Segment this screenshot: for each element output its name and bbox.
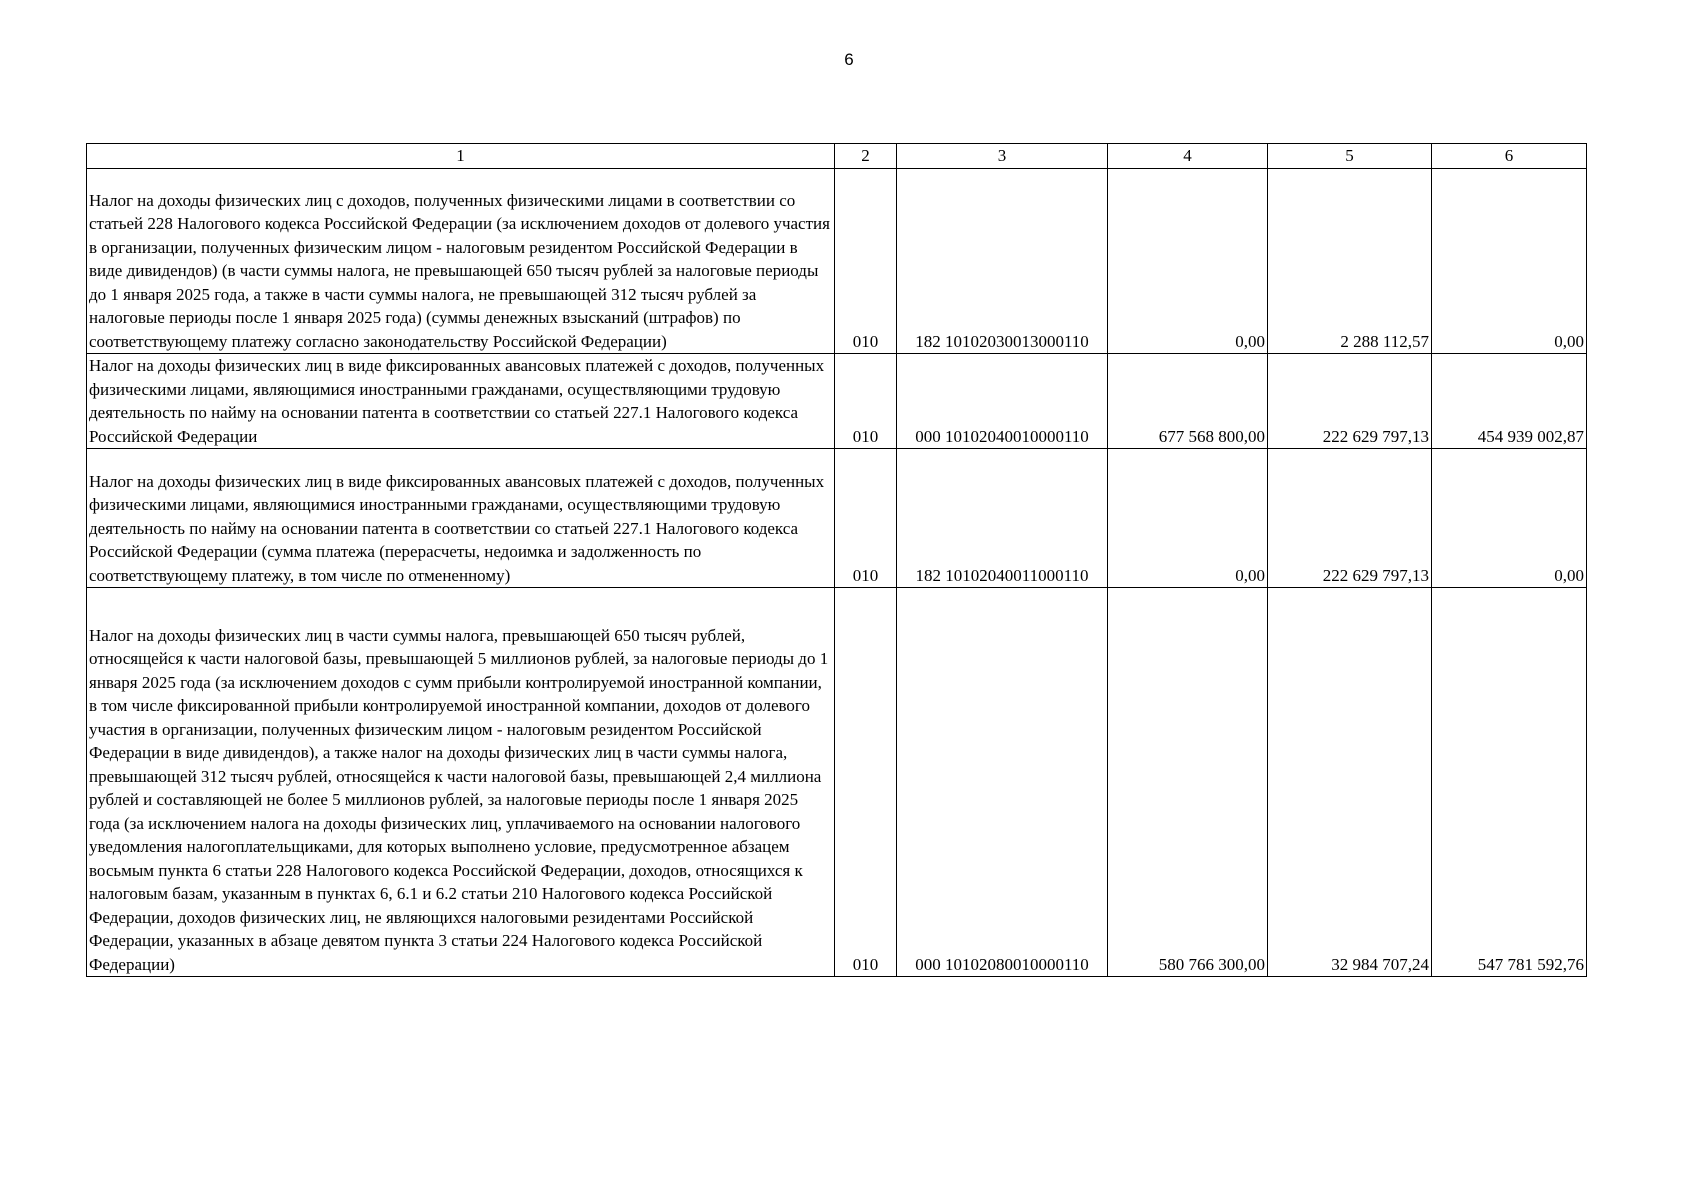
kbk-code-cell: 182 10102030013000110 (897, 169, 1108, 354)
unexecuted-amount-cell: 547 781 592,76 (1432, 588, 1587, 977)
line-code-cell: 010 (835, 449, 897, 588)
table-row (87, 169, 1587, 354)
kbk-code-cell: 000 10102080010000110 (897, 588, 1108, 977)
line-code-cell: 010 (835, 354, 897, 449)
approved-amount-cell: 580 766 300,00 (1108, 588, 1268, 977)
table-row (87, 449, 1587, 588)
approved-amount-cell: 677 568 800,00 (1108, 354, 1268, 449)
row-name: Налог на доходы физических лиц в виде фиксированных авансовых платежей с доходов, полученных физическими лицами, являющимися иностранными гражданами, осуществляющими трудовую деятельность по найму на основании патента в соответствии со статьей 227.1 Налогового кодекса Российской Федерации (89, 356, 825, 446)
row-name: Налог на доходы физических лиц в части суммы налога, превышающей 650 тысяч рублей, относящейся к части налоговой базы, превышающей 5 миллионов рублей, за налоговые периоды до 1 января 2025 года (за исключением доходов с сумм прибыли контролируемой иностранной компании, в том числе фиксированной прибыли контролируемой иностранной компании, доходов от долевого участия в организации, полученных физическим лицом - налоговым резидентом Российской Федерации в виде дивидендов), а также налог на доходы физических лиц в части суммы налога, превышающей 312 тысяч рублей, относящейся к части налоговой базы, превышающей 2,4 миллиона рублей и составляющей не более 5 миллионов рублей, за налоговые периоды после 1 января 2025 года (за исключением налога на доходы физических лиц, уплачиваемого на основании налогового уведомления налогоплательщиками, для которых выполнено условие, предусмотренное абзацем восьмым пункта 6 статьи 228 Налогового кодекса Российской Федерации, доходов, относящихся к налоговым базам, указанным в пунктах 6, 6.1 и 6.2 статьи 210 Налогового кодекса Российской Федерации, доходов физических лиц, не являющихся налоговыми резидентами Российской Федерации, указанных в абзаце девятом пункта 3 статьи 224 Налогового кодекса Российской Федерации) (89, 625, 829, 974)
executed-amount-cell: 222 629 797,13 (1268, 449, 1432, 588)
row-name-cell (87, 449, 835, 588)
column-header-5: 5 (1268, 144, 1432, 169)
unexecuted-amount-cell: 0,00 (1432, 169, 1587, 354)
unexecuted-amount-cell: 454 939 002,87 (1432, 354, 1587, 449)
row-name: Налог на доходы физических лиц с доходов, полученных физическими лицами в соответствии со статьей 228 Налогового кодекса Российской Федерации (за исключением доходов от долевого участия в организации, полученных физическим лицом - налоговым резидентом Российской Федерации в виде дивидендов) (в части суммы налога, не превышающей 650 тысяч рублей за налоговые периоды до 1 января 2025 года, а также в части суммы налога, не превышающей 312 тысяч рублей за налоговые периоды после 1 января 2025 года) (суммы денежных взысканий (штрафов) по соответствующему платежу согласно законодательству Российской Федерации) (89, 190, 830, 351)
row-name-cell (87, 169, 835, 354)
table-header-row (87, 144, 1587, 169)
executed-amount-cell: 2 288 112,57 (1268, 169, 1432, 354)
approved-amount-cell: 0,00 (1108, 169, 1268, 354)
unexecuted-amount-cell: 0,00 (1432, 449, 1587, 588)
row-name-cell (87, 354, 835, 449)
column-header-2: 2 (835, 144, 897, 169)
revenue-table (86, 143, 1587, 977)
executed-amount-cell: 222 629 797,13 (1268, 354, 1432, 449)
kbk-code-cell: 182 10102040011000110 (897, 449, 1108, 588)
line-code-cell: 010 (835, 588, 897, 977)
kbk-code-cell: 000 10102040010000110 (897, 354, 1108, 449)
row-name-cell (87, 588, 835, 977)
table-row (87, 354, 1587, 449)
line-code-cell: 010 (835, 169, 897, 354)
executed-amount-cell: 32 984 707,24 (1268, 588, 1432, 977)
column-header-4: 4 (1108, 144, 1268, 169)
column-header-1: 1 (87, 144, 835, 169)
column-header-3: 3 (897, 144, 1108, 169)
column-header-6: 6 (1432, 144, 1587, 169)
page-number: 6 (844, 50, 854, 69)
row-name: Налог на доходы физических лиц в виде фиксированных авансовых платежей с доходов, полученных физическими лицами, являющимися иностранными гражданами, осуществляющими трудовую деятельность по найму на основании патента в соответствии со статьей 227.1 Налогового кодекса Российской Федерации (сумма платежа (перерасчеты, недоимка и задолженность по соответствующему платежу, в том числе по отмененному) (89, 471, 825, 585)
approved-amount-cell: 0,00 (1108, 449, 1268, 588)
table-row (87, 588, 1587, 977)
